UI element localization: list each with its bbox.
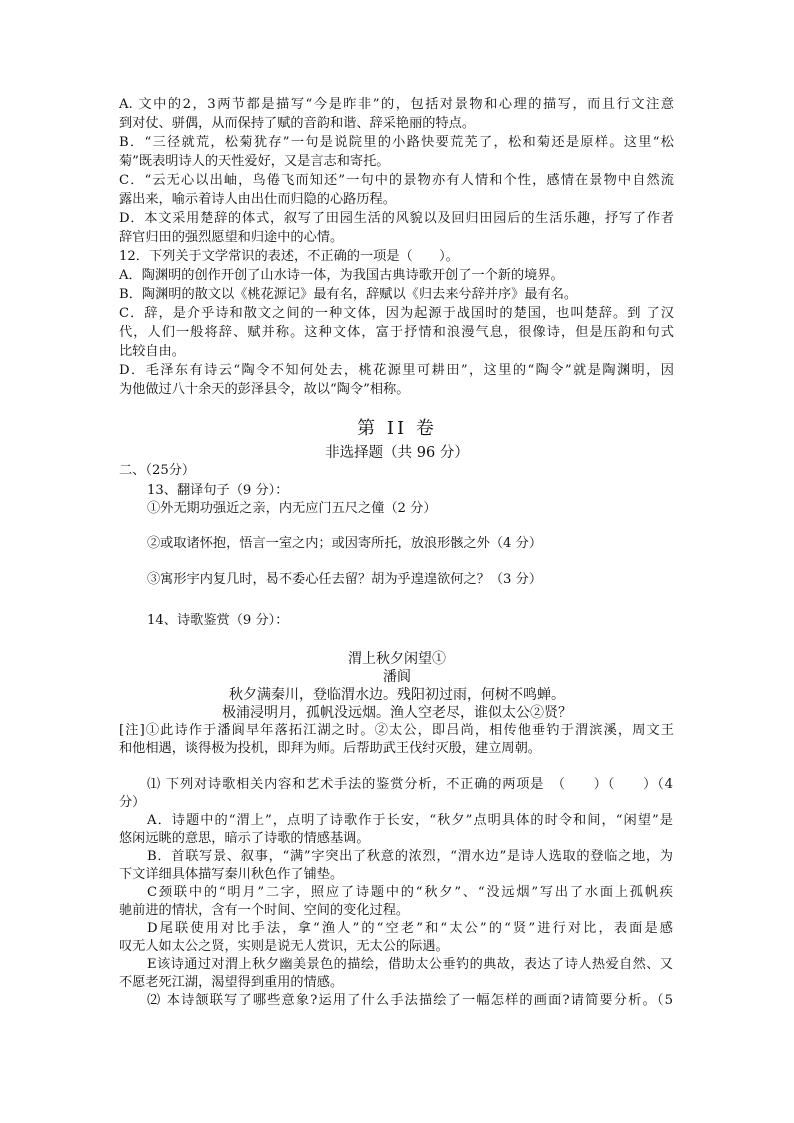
q13-item-1: ①外无期功强近之亲，内无应门五尺之僮（2 分） bbox=[147, 501, 437, 516]
q14-option-e-line-1: E该诗通过对渭上秋夕幽美景色的描绘，借助太公垂钓的典故，表达了诗人热爱自然、又 bbox=[147, 957, 673, 972]
option-c-line-2: 露出来，喻示着诗人由出仕而归隐的心路历程。 bbox=[119, 192, 396, 207]
q14-stem: 14、诗歌鉴赏（9 分）： bbox=[147, 613, 289, 628]
q12-option-c-line-2: 代，人们一般将辞、赋并称。这种文体，富于抒情和浪漫气息，很像诗，但是压韵和句式 bbox=[119, 325, 674, 340]
poem-title: 渭上秋夕闲望① bbox=[348, 651, 446, 667]
q14-sub1-stem-line-1: ⑴ 下列对诗歌相关内容和艺术手法的鉴赏分析，不正确的两项是 （ ）（ ）（4 bbox=[147, 777, 673, 792]
q14-sub1-stem-line-2: 分） bbox=[119, 795, 146, 810]
q12-option-d-line-1: D．毛泽东有诗云“陶令不知何处去，桃花源里可耕田”，这里的“陶令”就是陶渊明，因 bbox=[119, 363, 674, 378]
q13-item-2: ②或取诸怀抱，悟言一室之内；或因寄所托，放浪形骸之外（4 分） bbox=[147, 536, 543, 551]
q14-option-d-line-1: D尾联使用对比手法，拿“渔人”的“空老”和“太公”的“贤”进行对比，表面是感 bbox=[147, 921, 673, 936]
option-a-line-2: 到对仗、骈偶，从而保持了赋的音韵和谐、辞采艳丽的特点。 bbox=[119, 116, 476, 131]
poem-note-line-2: 和他相遇，谈得极为投机，即拜为师。后帮助武王伐纣灭殷，建立周朝。 bbox=[119, 741, 541, 756]
option-c-line-1: C．“云无心以出岫，鸟倦飞而知还”一句中的景物亦有人情和个性，感情在景物中自然流 bbox=[119, 173, 674, 188]
q14-option-b-line-2: 下文详细具体描写秦川秋色作了铺垫。 bbox=[119, 867, 344, 882]
q14-option-c-line-1: C颈联中的“明月”二字，照应了诗题中的“秋夕”、“没远烟”写出了水面上孤帆疾 bbox=[147, 885, 673, 900]
q14-option-b-line-1: B．首联写景、叙事，“满”字突出了秋意的浓烈，“渭水边”是诗人选取的登临之地，为 bbox=[147, 849, 673, 864]
q13-item-3: ③寓形宇内复几时，曷不委心任去留？胡为乎遑遑欲何之？（3 分） bbox=[147, 572, 543, 587]
poem-line-1: 秋夕满秦川，登临渭水边。残阳初过雨，何树不鸣蝉。 bbox=[229, 687, 565, 703]
q13-stem: 13、翻译句子（9 分）： bbox=[147, 483, 289, 498]
poem-line-2: 极浦浸明月，孤帆没远烟。渔人空老尽，谁似太公②贤？ bbox=[222, 705, 572, 721]
part2-heading: 二、（25分） bbox=[119, 463, 196, 478]
poem-author: 潘阆 bbox=[383, 669, 411, 685]
volume-title: 第 II 卷 bbox=[357, 418, 437, 439]
q12-stem: 12．下列关于文学常识的表述，不正确的一项是（ ）。 bbox=[119, 249, 459, 264]
option-b-line-1: B．“三径就荒，松菊犹存”一句是说院里的小路快要荒芜了，松和菊还是原样。这里“松 bbox=[119, 135, 674, 150]
q12-option-c-line-3: 比较自由。 bbox=[119, 344, 185, 359]
option-b-line-2: 菊”既表明诗人的天性爱好，又是言志和寄托。 bbox=[119, 154, 390, 169]
volume-subtitle: 非选择题（共 96 分） bbox=[325, 445, 469, 461]
q14-option-c-line-2: 驰前进的情状，含有一个时间、空间的变化过程。 bbox=[119, 903, 410, 918]
q12-option-c-line-1: C．辞，是介乎诗和散文之间的一种文体，因为起源于战国时的楚国，也叫楚辞。到 了汉 bbox=[119, 306, 674, 321]
q14-sub2-stem: ⑵ 本诗颔联写了哪些意象?运用了什么手法描绘了一幅怎样的画面?请简要分析。（5 bbox=[147, 993, 673, 1008]
q14-option-e-line-2: 不愿老死江湖，渴望得到重用的情感。 bbox=[119, 975, 344, 990]
option-d-line-1: D．本文采用楚辞的体式，叙写了田园生活的风貌以及回归田园后的生活乐趣，抒写了作者 bbox=[119, 211, 674, 226]
q14-option-a-line-2: 悠闲远眺的意思，暗示了诗歌的情感基调。 bbox=[119, 831, 370, 846]
option-a-line-1: A. 文中的2，3两节都是描写“今是昨非”的，包括对景物和心理的描写，而且行文注意 bbox=[119, 97, 674, 112]
q14-option-d-line-2: 叹无人如太公之贤，实则是说无人赏识，无太公的际遇。 bbox=[119, 939, 449, 954]
q12-option-a: A．陶渊明的创作开创了山水诗一体，为我国古典诗歌开创了一个新的境界。 bbox=[119, 268, 564, 283]
option-d-line-2: 辞官归田的强烈愿望和归途中的心情。 bbox=[119, 230, 344, 245]
q12-option-b: B．陶渊明的散文以《桃花源记》最有名，辞赋以《归去来兮辞并序》最有名。 bbox=[119, 287, 578, 302]
q14-option-a-line-1: A．诗题中的“渭上”，点明了诗歌作于长安，“秋夕”点明具体的时令和间，“闲望”是 bbox=[147, 813, 673, 828]
q12-option-d-line-2: 为他做过八十余天的彭泽县令，故以“陶令”相称。 bbox=[119, 382, 410, 397]
poem-note-line-1: [注]①此诗作于潘阆早年落拓江湖之时。②太公，即吕尚，相传他垂钓于渭滨溪，周文王 bbox=[119, 723, 674, 738]
